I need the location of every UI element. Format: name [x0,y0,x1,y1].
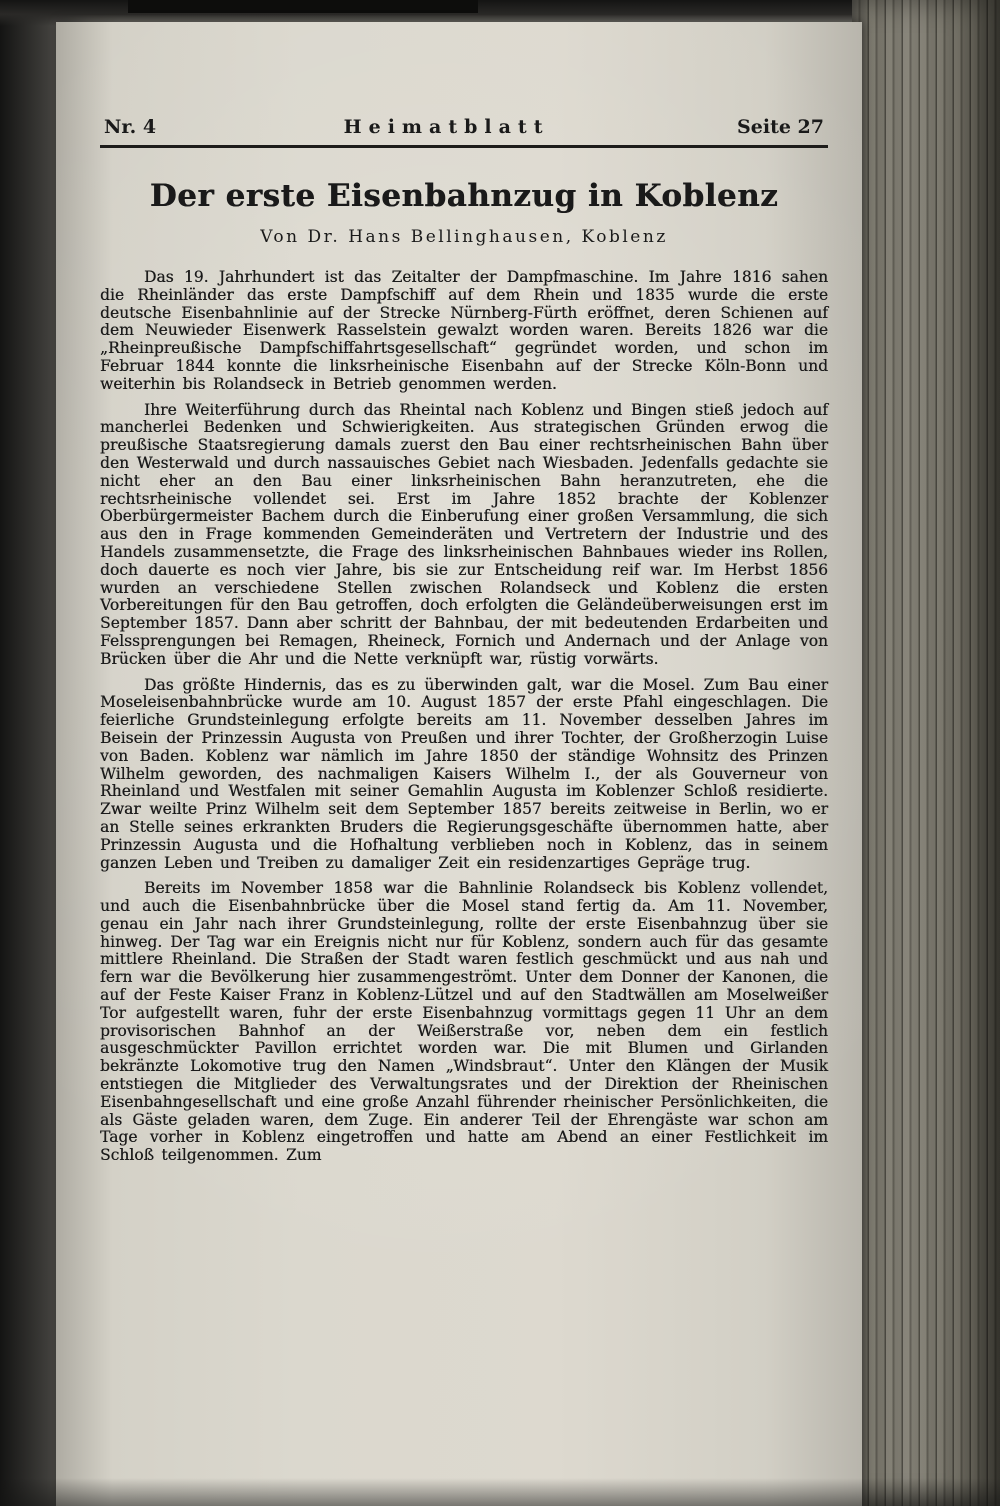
paper-page [56,22,862,1506]
scan-top-edge-bar [128,0,478,13]
book-page-edges [852,0,1000,1506]
scan-bottom-shadow [0,1478,1000,1506]
page-number: Seite 27 [737,116,824,138]
paragraph-4: Bereits im November 1858 war die Bahnlinie Rolandseck bis Koblenz vollendet, und auch die Eisenbahnbrücke über die Mosel stand fertig da. Am 11. November, genau ein Jahr nach ihrer Grundsteinlegung, rollte der erste Eisenbahnzug über sie hinweg. Der Tag war ein Ereignis nicht nur für Koblenz, sondern auch für das gesamte mittlere Rheinland. Die Straßen der Stadt waren festlich geschmückt und aus nah und fern war die Bevölkerung hier zusammengeströmt. Unter dem Donner der Kanonen, die auf der Feste Kaiser Franz in Koblenz-Lützel und auf den Stadtwällen am Moselweißer Tor aufgestellt waren, fuhr der erste Eisenbahnzug vormittags gegen 11 Uhr an dem provisorischen Bahnhof an der Weißerstraße vor, neben dem ein festlich ausgeschmückter Pavillon errichtet worden war. Die mit Blumen und Girlanden bekränzte Lokomotive trug den Namen „Windsbraut“. Unter den Klängen der Musik entstiegen die Mitglieder des Verwaltungsrates und der Direktion der Rheinischen Eisenbahngesellschaft und eine große Anzahl führender rheinischer Persönlichkeiten, die als Gäste geladen waren, dem Zuge. Ein anderer Teil der Ehrengäste war schon am Tage vorher in Koblenz eingetroffen und hatte am Abend an einer Festlichkeit im Schloß teilgenommen. Zum [100,879,828,1165]
paragraph-3: Das größte Hindernis, das es zu überwinden galt, war die Mosel. Zum Bau einer Moseleisenbahnbrücke wurde am 10. August 1857 der erste Pfahl eingeschlagen. Die feierliche Grundsteinlegung erfolgte bereits am 11. November desselben Jahres im Beisein der Prinzessin Augusta von Preußen und ihrer Tochter, der Großherzogin Luise von Baden. Koblenz war nämlich im Jahre 1850 der ständige Wohnsitz des Prinzen Wilhelm geworden, des nachmaligen Kaisers Wilhelm I., der als Gouverneur von Rheinland und Westfalen mit seiner Gemahlin Augusta im Koblenzer Schloß residierte. Zwar weilte Prinz Wilhelm seit dem September 1857 bereits zeitweise in Berlin, wo er an Stelle seines erkrankten Bruders die Regierungsgeschäfte übernommen hatte, aber Prinzessin Augusta und die Hofhaltung verblieben noch in Koblenz, das in seinem ganzen Leben und Treiben zu damaliger Zeit ein residenzartiges Gepräge trug. [100,675,828,872]
header-rule [100,145,828,148]
page-header [100,116,828,138]
article-body [100,269,828,1165]
article-byline: Von Dr. Hans Bellinghausen, Koblenz [260,227,668,247]
journal-title: Heimatblatt [343,116,550,138]
paragraph-2: Ihre Weiterführung durch das Rheintal nach Koblenz und Bingen stieß jedoch auf mancherlei Bedenken und Schwierigkeiten. Aus strategischen Gründen erwog die preußische Staatsregierung damals zuerst den Bau einer rechtsrheinischen Bahn über den Westerwald und durch nassauisches Gebiet nach Wiesbaden. Jedenfalls gedachte sie nicht eher an den Bau einer linksrheinischen Bahn heranzutreten, ehe die rechtsrheinische vollendet sei. Erst im Jahre 1852 brachte der Koblenzer Oberbürgermeister Bachem durch die Einberufung einer großen Versammlung, die sich aus den in Frage kommenden Gemeinderäten und Vertretern der Industrie und des Handels zusammensetzte, die Frage des linksrheinischen Bahnbaues wieder ins Rollen, doch dauerte es noch vier Jahre, bis sie zur Entscheidung reif war. Im Herbst 1856 wurden an verschiedene Stellen zwischen Rolandseck und Koblenz die ersten Vorbereitungen für den Bau getroffen, doch erfolgten die Geländeüberweisungen erst im September 1857. Dann aber schritt der Bahnbau, der mit bedeutenden Erdarbeiten und Felssprengungen bei Remagen, Rheineck, Fornich und Andernach und der Anlage von Brücken über die Ahr und die Nette verknüpft war, rüstig vorwärts. [100,400,828,668]
paragraph-1: Das 19. Jahrhundert ist das Zeitalter der Dampfmaschine. Im Jahre 1816 sahen die Rheinländer das erste Dampfschiff auf dem Rhein und 1835 wurde die erste deutsche Eisenbahnlinie auf der Strecke Nürnberg-Fürth eröffnet, deren Schienen auf dem Neuwieder Eisenwerk Rasselstein gewalzt worden waren. Bereits 1826 war die „Rheinpreußische Dampfschiffahrtsgesellschaft“ gegründet worden, und schon im Februar 1844 konnte die linksrheinische Eisenbahn auf der Strecke Köln-Bonn und weiterhin bis Rolandseck in Betrieb genommen werden. [100,268,828,393]
issue-number: Nr. 4 [104,116,157,138]
page-content [56,22,862,1165]
article-title: Der erste Eisenbahnzug in Koblenz [149,178,779,214]
